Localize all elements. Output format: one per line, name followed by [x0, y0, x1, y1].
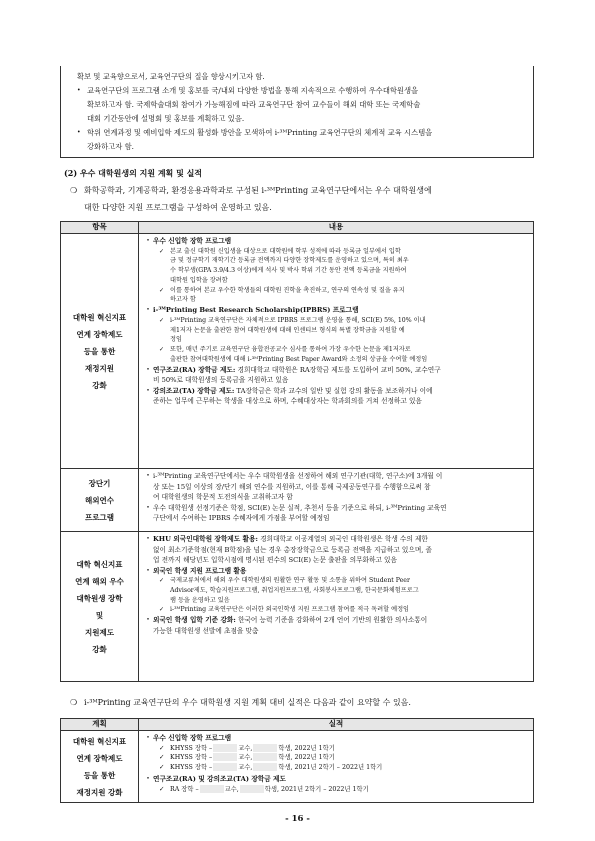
sub-item: ✓ 또한, 매년 주기로 교육연구단 융합전공교수 심사를 통하여 가장 우수한 논문을 제1저자로 출판한 참여대학원생에 대해 i-³ᴹPrinting Best Paper Award와 소정의 상금을 수여할 예정임: [159, 346, 428, 363]
check-icon: ✓: [159, 606, 165, 614]
redacted-name: [213, 753, 237, 761]
strategy-item: [77, 84, 521, 126]
check-icon: ✓: [159, 577, 165, 584]
redacted-name: [253, 753, 277, 761]
content-cell: [139, 731, 534, 803]
section-title: (2) 우수 대학원생의 지원 계획 및 실적: [64, 168, 203, 178]
list-item: • 외국인 학생 지원 프로그램 활용: [146, 566, 247, 575]
list-item: • 우수 신입학 장학 프로그램: [146, 237, 232, 245]
table-row: [61, 469, 534, 532]
text-line: 대회 기간동안에 설명회 및 홍보를 계획하고 있음.: [87, 114, 245, 123]
list-item: • 우수 신입학 장학 프로그램: [146, 734, 232, 742]
circle-marker: ❍: [70, 186, 78, 195]
list-item: • KHU 외국인대학원 장학제도 활용: 경희대학교 이공계열의 외국인 대학원생은 학생 수의 제한 없이 최소기준학점(현재 B학점)을 넘는 경우 총장장학금으로 등록금 전액을 지급하고 있으며, 졸 업 전까지 해당년도 입학시점에 명시된 편수의 SCI(E) 논문 출판을 의무화하고 있음: [146, 535, 432, 564]
redacted-name: [213, 744, 237, 752]
check-icon: ✓: [159, 785, 165, 793]
check-icon: ✓: [159, 744, 165, 752]
redacted-name: [253, 763, 277, 771]
text-line: 학위 연계과정 및 예비입학 제도의 활성화 방안을 모색하여 i-³ᴹPrinting 교육연구단의 체계적 교육 시스템을: [87, 128, 433, 137]
content-cell: [139, 234, 534, 469]
redacted-name: [200, 785, 224, 793]
header-content: 내용: [139, 222, 534, 234]
sub-item: ✓ 국제교류처에서 해외 우수 대학원생의 원활한 연구 활동 및 소통을 위하여 Student Peer Advisor제도, 학습지원프로그램, 취업지원프로그램, 사회봉사프로그램, 한국문화체험프로그 램 등을 운영하고 있음: [159, 577, 419, 604]
redacted-name: [213, 763, 237, 771]
category-cell: 장단기 해외연수 프로그램: [61, 469, 139, 532]
strategy-item: [77, 126, 521, 154]
result-row: ✓ RA 장학 – 교수, 학생, 2021년 2학기 – 2022년 1학기: [159, 785, 369, 793]
category-cell: 대학원 혁신지표 연계 장학제도 등을 통한 재정지원 강화: [61, 731, 139, 803]
table-row: [61, 731, 534, 803]
list-item: • 연구조교(RA) 장학금 제도: 경희대학교 대학원은 RA장학금 제도를 도입하여 교비 50%, 교수연구 비 50%로 대학원생의 등록금을 지원하고 있음: [146, 365, 441, 385]
redacted-name: [240, 785, 264, 793]
table-row: [61, 234, 534, 469]
result-row: ✓ KHYSS 장학 – 교수, 학생, 2021년 2학기 – 2022년 1학기: [159, 763, 383, 771]
bullet-marker: •: [77, 87, 81, 94]
content-cell: [139, 532, 534, 682]
text-line: 확보하고자 함. 국제학술대회 참여가 가능해짐에 따라 교육연구단 참여 교수들이 해외 대학 또는 국제학술: [87, 100, 421, 109]
result-row: ✓ KHYSS 장학 – 교수, 학생, 2022년 1학기: [159, 744, 335, 752]
check-icon: ✓: [159, 346, 165, 354]
header-plan: 계획: [61, 719, 139, 731]
table-row: [61, 532, 534, 682]
summary-intro: ❍ i-³ᴹPrinting 교육연구단의 우수 대학원생 지원 계획 대비 실적은 다음과 같이 요약할 수 있음.: [70, 698, 411, 707]
check-icon: ✓: [159, 286, 165, 294]
intro-line: 화학공학과, 기계공학과, 환경응용과학과로 구성된 i-³ᴹPrinting 교육연구단에서는 우수 대학원생에: [84, 186, 432, 195]
redacted-name: [253, 744, 277, 752]
sub-item: ✓ 이를 통하여 본교 우수한 학생들의 대학원 진학을 촉진하고, 연구의 연속성 및 질을 유지 하고자 함: [159, 286, 405, 304]
sub-item: ✓ i-³ᴹPrinting 교육연구단은 자체적으로 IPBRS 프로그램 운영을 통해, SCI(E) 5%, 10% 이내 제1저자 논문을 출판한 참여 대학원생에 대해 인센티브 형식의 특별 장학금을 지원할 예 정임: [159, 316, 426, 344]
list-item: • 외국인 학생 입학 기준 강화: 한국어 능력 기준을 강화하여 2개 언어 기반의 원활한 의사소통이 가능한 대학원생 선발에 초점을 맞춤: [146, 616, 428, 635]
list-item: • i-³ᴹPrinting Best Research Scholarship(IPBRS) 프로그램: [146, 306, 359, 315]
header-item: 항목: [61, 222, 139, 234]
list-item: • 연구조교(RA) 및 강의조교(TA) 장학금 제도: [146, 775, 286, 783]
category-cell: 대학원 혁신지표 연계 장학제도 등을 통한 재정지원 강화: [61, 234, 139, 469]
category-cell: 대학 혁신지표 연계 해외 우수 대학원생 장학 및 지원제도 강화: [61, 532, 139, 682]
continuation-line: 확보 및 교육향으로서, 교육연구단의 질을 향상시키고자 함.: [77, 72, 265, 81]
list-item: • 우수 대학원생 선정기준은 학점, SCI(E) 논문 실적, 추천서 등을 기준으로 하되, i-³ᴹPrinting 교육연 구단에서 수여하는 IPBRS 수혜자에게 가점을 부여할 예정임: [146, 503, 447, 522]
check-icon: ✓: [159, 763, 165, 771]
text-line: 교육연구단의 프로그램 소개 및 홍보를 국/내외 다양한 방법을 통해 지속적으로 수행하여 우수대학원생을: [87, 86, 419, 95]
text-line: 강화하고자 함.: [87, 142, 134, 151]
sub-item: ✓ i-³ᴹPrinting 교육연구단은 이러한 외국인학생 지원 프로그램 참여를 적극 독려할 예정임: [159, 606, 410, 614]
support-result-table: [60, 718, 534, 803]
strategy-box: [60, 66, 534, 158]
page-number: - 16 -: [285, 814, 310, 824]
intro-line: 대한 다양한 지원 프로그램을 구성하여 운영하고 있음.: [84, 203, 272, 212]
circle-marker: ❍: [70, 698, 78, 707]
section-intro: [70, 182, 530, 216]
check-icon: ✓: [159, 316, 165, 324]
content-cell: [139, 469, 534, 532]
support-plan-table: [60, 221, 534, 682]
result-row: ✓ KHYSS 장학 – 교수, 학생, 2022년 1학기: [159, 754, 335, 761]
list-item: • 강의조교(TA) 장학금 제도: TA장학금은 학과 교수의 일반 및 실험 강의 활동을 보조하거나 이에 준하는 업무에 근무하는 학생을 대상으로 하며, 수혜대상자는 학과회의를 거쳐 선정하고 있음: [146, 386, 433, 406]
check-icon: ✓: [159, 754, 165, 761]
check-icon: ✓: [159, 247, 165, 255]
list-item: • i-³ᴹPrinting 교육연구단에서는 우수 대학원생을 선정하여 해외 연구기관(대학, 연구소)에 3개월 이 상 또는 15일 이상의 장/단기 해외 연수를 지원하고, 이를 통해 국제공동연구를 수행함으로써 참 여 대학원생의 학문적 도전의식을 고취하고자 함: [146, 472, 443, 501]
header-result: 실적: [139, 719, 534, 731]
sub-item: ✓ 본교 출신 대학원 신입생을 대상으로 대학원에 학부 성적에 따라 등록금 일부에서 입학 금 및 정규학기 재학기간 등록금 전액까지 다양한 장학제도를 운영하고 있으며, 특히 최우 수 학부생(GPA 3.9/4.3 이상)에게 석사 및 박사 학위 기간 동안 전액 등록금을 지원하여 대학원 입학을 장려함: [159, 247, 409, 284]
bullet-marker: •: [77, 129, 81, 136]
